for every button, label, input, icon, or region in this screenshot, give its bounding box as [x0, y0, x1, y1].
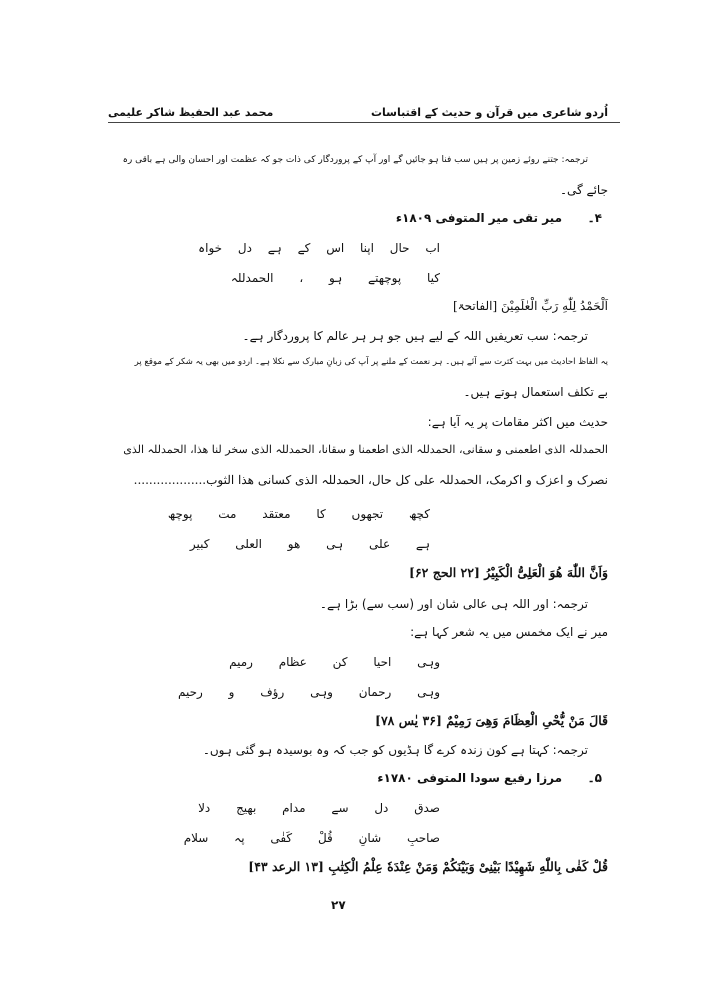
- hadith-line: الحمدللہ الذی اطعمنی و سقانی، الحمدللہ الذی اطعمنا و سقانا، الحمدللہ الذی سخر لنا ھذا، الحمدللہ الذی: [123, 443, 608, 456]
- verse-line: کیا پوچھتے ہو ، الحمدللہ: [230, 271, 440, 285]
- verse-line: اب حال اپنا اس کے ہے دل خواہ: [198, 241, 440, 255]
- hadith-line: نصرک و اعزک و اکرمک، الحمدللہ علی کل حال، الحمدللہ الذی کسانی ھذا الثوب...................: [133, 473, 608, 487]
- section-number: ۴۔: [587, 211, 602, 225]
- running-header-author: محمد عبد الحفیظ شاکر علیمی: [108, 106, 274, 119]
- translation-line: ترجمہ: سب تعریفیں اللہ کے لیے ہیں جو ہر ہر عالم کا پروردگار ہے۔: [242, 329, 588, 343]
- verse-line: وہی رحمان وہی رؤف و رحیم: [178, 685, 440, 699]
- translation-line: ترجمہ: جتنے روئے زمین پر ہیں سب فنا ہو جائیں گے اور آپ کے پروردگار کی ذات جو کہ عظمت اور احسان والی ہے باقی رہ: [122, 155, 588, 165]
- section-number: ۵۔: [587, 771, 602, 785]
- page-number: ۲۷: [331, 898, 346, 912]
- quran-verse: قُلْ كَفٰی بِاللّٰهِ شَهِیْدًا بَیْنِیْ وَبَیْنَكُمْ وَمَنْ عِنْدَهٗ عِلْمُ الْكِتٰبِ [۱۳ الرعد ۴۳]: [248, 859, 608, 874]
- translation-line: ترجمہ: اور اللہ ہی عالی شان اور (سب سے) بڑا ہے۔: [319, 597, 588, 611]
- text-line: حدیث میں اکثر مقامات پر یہ آیا ہے:: [427, 415, 608, 429]
- verse-line: صدق دل سے مدام بھیج دلا: [198, 801, 440, 815]
- translation-line: ترجمہ: کہتا ہے کون زندہ کرے گا ہڈیوں کو جب کہ وہ بوسیدہ ہو گئی ہوں۔: [202, 743, 588, 757]
- text-line: بے تکلف استعمال ہوتے ہیں۔: [463, 385, 608, 399]
- running-header-title: اُردو شاعری میں قرآن و حدیث کے اقتباسات: [370, 106, 608, 119]
- poet-heading: میر تقی میر المتوفی ۱۸۰۹ء: [395, 211, 562, 225]
- verse-line: ہے علی ہی ھو العلی کبیر: [189, 537, 430, 551]
- verse-line: صاحبِ شانِ قُلْ کَفٰی پہ سلام: [183, 831, 440, 845]
- text-line: جائے گی۔: [559, 183, 608, 197]
- quran-verse: اَلْحَمْدُ لِلّٰهِ رَبِّ الْعٰلَمِیْنَ [الفاتحۃ]: [452, 299, 608, 313]
- header-rule: [108, 122, 620, 123]
- verse-line: کچھ تجھوں کا معتقد مت پوچھ: [167, 507, 430, 521]
- quran-verse: قَالَ مَنْ یُّحْیِ الْعِظَامَ وَهِیَ رَمِیْمٌ [۳۶ یٰس ۷۸]: [375, 713, 608, 728]
- quran-verse: وَاَنَّ اللّٰهَ هُوَ الْعَلِیُّ الْكَبِیْرُ [۲۲ الحج ۶۲]: [409, 565, 608, 580]
- text-line: میر نے ایک مخمس میں یہ شعر کہا ہے:: [410, 625, 608, 639]
- text-line: یہ الفاظ احادیث میں بہت کثرت سے آئے ہیں۔ ہر نعمت کے ملنے پر آپ کی زبانِ مبارک سے نکلا ہے۔ اردو میں بھی یہ شکر کے موقع پر: [134, 357, 608, 367]
- verse-line: وہی احیا کن عظام رمیم: [229, 655, 440, 669]
- poet-heading: مرزا رفیع سودا المتوفی ۱۷۸۰ء: [377, 771, 562, 785]
